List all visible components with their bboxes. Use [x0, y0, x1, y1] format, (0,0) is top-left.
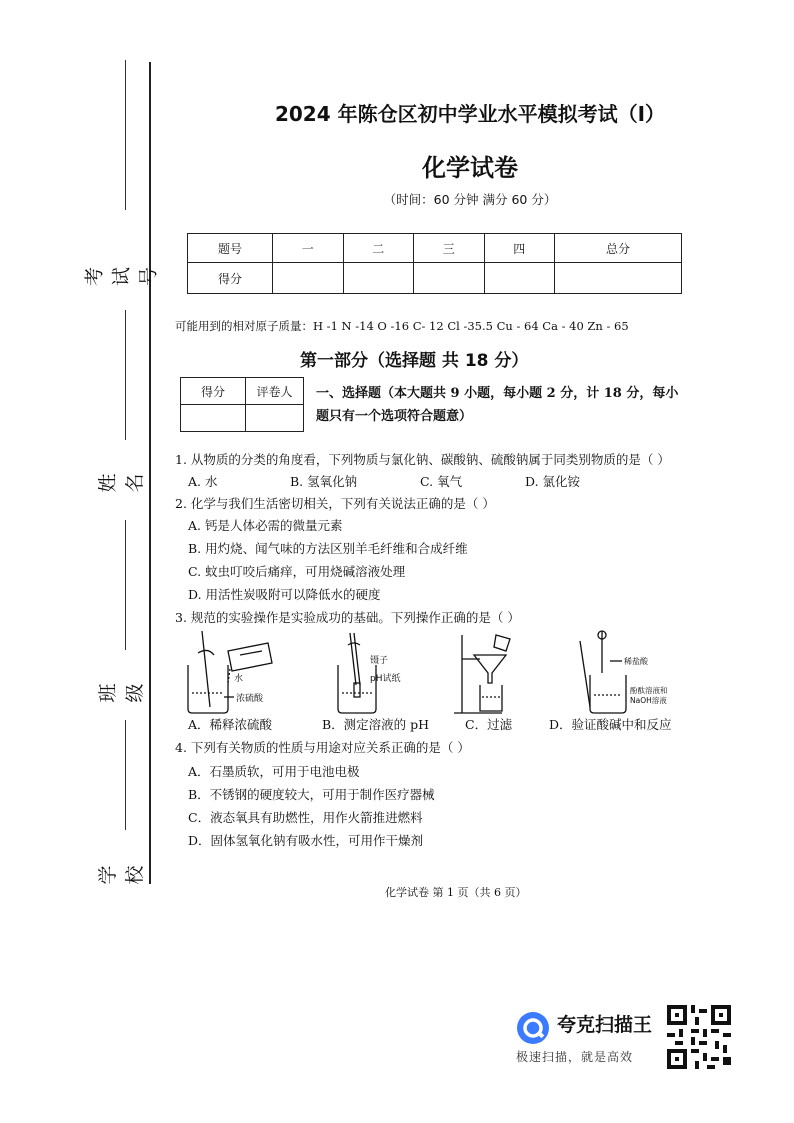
q1-stem: 1. 从物质的分类的角度看，下列物质与氯化钠、碳酸钠、硫酸钠属于同类别物质的是（ ） — [175, 452, 670, 467]
q4-option-a: A．石墨质软，可用于电池电极 — [188, 764, 360, 779]
page-footer: 化学试卷 第 1 页（共 6 页） — [385, 886, 527, 899]
q4-stem: 4. 下列有关物质的性质与用途对应关系正确的是（ ） — [175, 740, 470, 755]
score-blank-cell — [414, 263, 485, 294]
label-indicator-1: 酚酞溶液和 — [630, 686, 668, 695]
exam-no-rule — [125, 60, 126, 210]
score-row-label: 得分 — [188, 263, 273, 294]
q2-option-a: A. 钙是人体必需的微量元素 — [188, 518, 343, 533]
grader-blank-cell — [246, 405, 304, 432]
label-ph-paper: pH试纸 — [370, 674, 401, 684]
school-rule — [125, 720, 126, 830]
q1-option-a: A. 水 — [188, 474, 218, 489]
scanner-slogan: 极速扫描，就是高效 — [516, 1050, 634, 1064]
bottle-icon — [228, 643, 272, 671]
q1-option-b: B. 氢氧化钠 — [290, 474, 358, 489]
q4-option-d: D．固体氢氧化钠有吸水性，可用作干燥剂 — [188, 833, 424, 848]
beaker-b-icon — [338, 665, 376, 713]
score-blank-cell — [484, 263, 555, 294]
q3-apparatus-figure — [170, 625, 730, 717]
q2-option-d: D. 用活性炭吸附可以降低水的硬度 — [188, 587, 381, 602]
qr-code-icon — [667, 1005, 731, 1069]
label-water: 水 — [234, 674, 244, 684]
label-hcl: 稀盐酸 — [624, 657, 648, 666]
score-blank-cell — [273, 263, 344, 294]
q2-stem: 2. 化学与我们生活密切相关，下列有关说法正确的是（ ） — [175, 496, 495, 511]
q2-option-c: C. 蚊虫叮咬后痛痒，可用烧碱溶液处理 — [188, 564, 406, 579]
subject-title: 化学试卷 — [422, 154, 518, 182]
part1-title: 第一部分（选择题 共 18 分） — [300, 351, 529, 371]
label-tweezers: 镊子 — [370, 656, 389, 666]
score-blank-cell — [555, 263, 682, 294]
score-head-cell: 总分 — [555, 234, 682, 263]
binding-line — [149, 62, 151, 884]
label-indicator-2: NaOH溶液 — [630, 696, 667, 705]
label-acid: 浓硫酸 — [236, 694, 264, 704]
beaker-c-icon — [480, 685, 502, 711]
q3-stem: 3. 规范的实验操作是实验成功的基础。下列操作正确的是（ ） — [175, 610, 520, 625]
ph-paper-icon — [354, 683, 360, 697]
class-rule — [125, 520, 126, 650]
grader-table — [180, 377, 304, 432]
q3-option-b: B．测定溶液的 pH — [322, 717, 430, 732]
score-head-cell: 四 — [484, 234, 555, 263]
school-label: 学校 — [97, 865, 146, 885]
beaker-d-icon — [590, 675, 626, 713]
pour-beaker-icon — [494, 635, 510, 651]
section-instructions-1: 一、选择题（本大题共 9 小题，每小题 2 分，计 18 分，每小 — [316, 386, 679, 401]
class-label: 班级 — [97, 683, 146, 703]
glass-rod-icon — [202, 631, 210, 707]
stir-rod-icon — [580, 641, 590, 707]
grader-name-head: 评卷人 — [246, 378, 304, 405]
atomic-masses: 可能用到的相对原子质量：H -1 N -14 O -16 C- 12 Cl -35.5 Cu - 64 Ca - 40 Zn - 65 — [175, 319, 629, 333]
q1-option-c: C. 氧气 — [420, 474, 463, 489]
q2-option-b: B. 用灼烧、闻气味的方法区别羊毛纤维和合成纤维 — [188, 541, 468, 556]
q1-option-d: D. 氯化铵 — [525, 474, 581, 489]
exam-no-label: 考试号 — [83, 267, 160, 287]
name-rule — [125, 310, 126, 440]
grader-blank-cell — [181, 405, 246, 432]
q4-option-b: B．不锈钢的硬度较大，可用于制作医疗器械 — [188, 787, 435, 802]
grader-score-head: 得分 — [181, 378, 246, 405]
score-head-cell: 题号 — [188, 234, 273, 263]
scanner-logo-icon — [515, 1010, 551, 1046]
section-instructions-2: 题只有一个选项符合题意） — [316, 409, 473, 424]
score-head-cell: 一 — [273, 234, 344, 263]
exam-title: 2024 年陈仓区初中学业水平模拟考试（I） — [274, 102, 666, 126]
q3-option-d: D．验证酸碱中和反应 — [549, 717, 672, 732]
score-blank-cell — [343, 263, 414, 294]
score-table — [187, 233, 682, 294]
name-label: 姓名 — [97, 473, 146, 493]
score-head-cell: 二 — [343, 234, 414, 263]
scanner-brand: 夸克扫描王 — [557, 1014, 653, 1036]
q4-option-c: C．液态氧具有助燃性，用作火箭推进燃料 — [188, 810, 423, 825]
time-info: （时间：60 分钟 满分 60 分） — [383, 192, 557, 207]
q3-option-a: A．稀释浓硫酸 — [188, 717, 273, 732]
score-head-cell: 三 — [414, 234, 485, 263]
q3-option-c: C．过滤 — [465, 717, 513, 732]
